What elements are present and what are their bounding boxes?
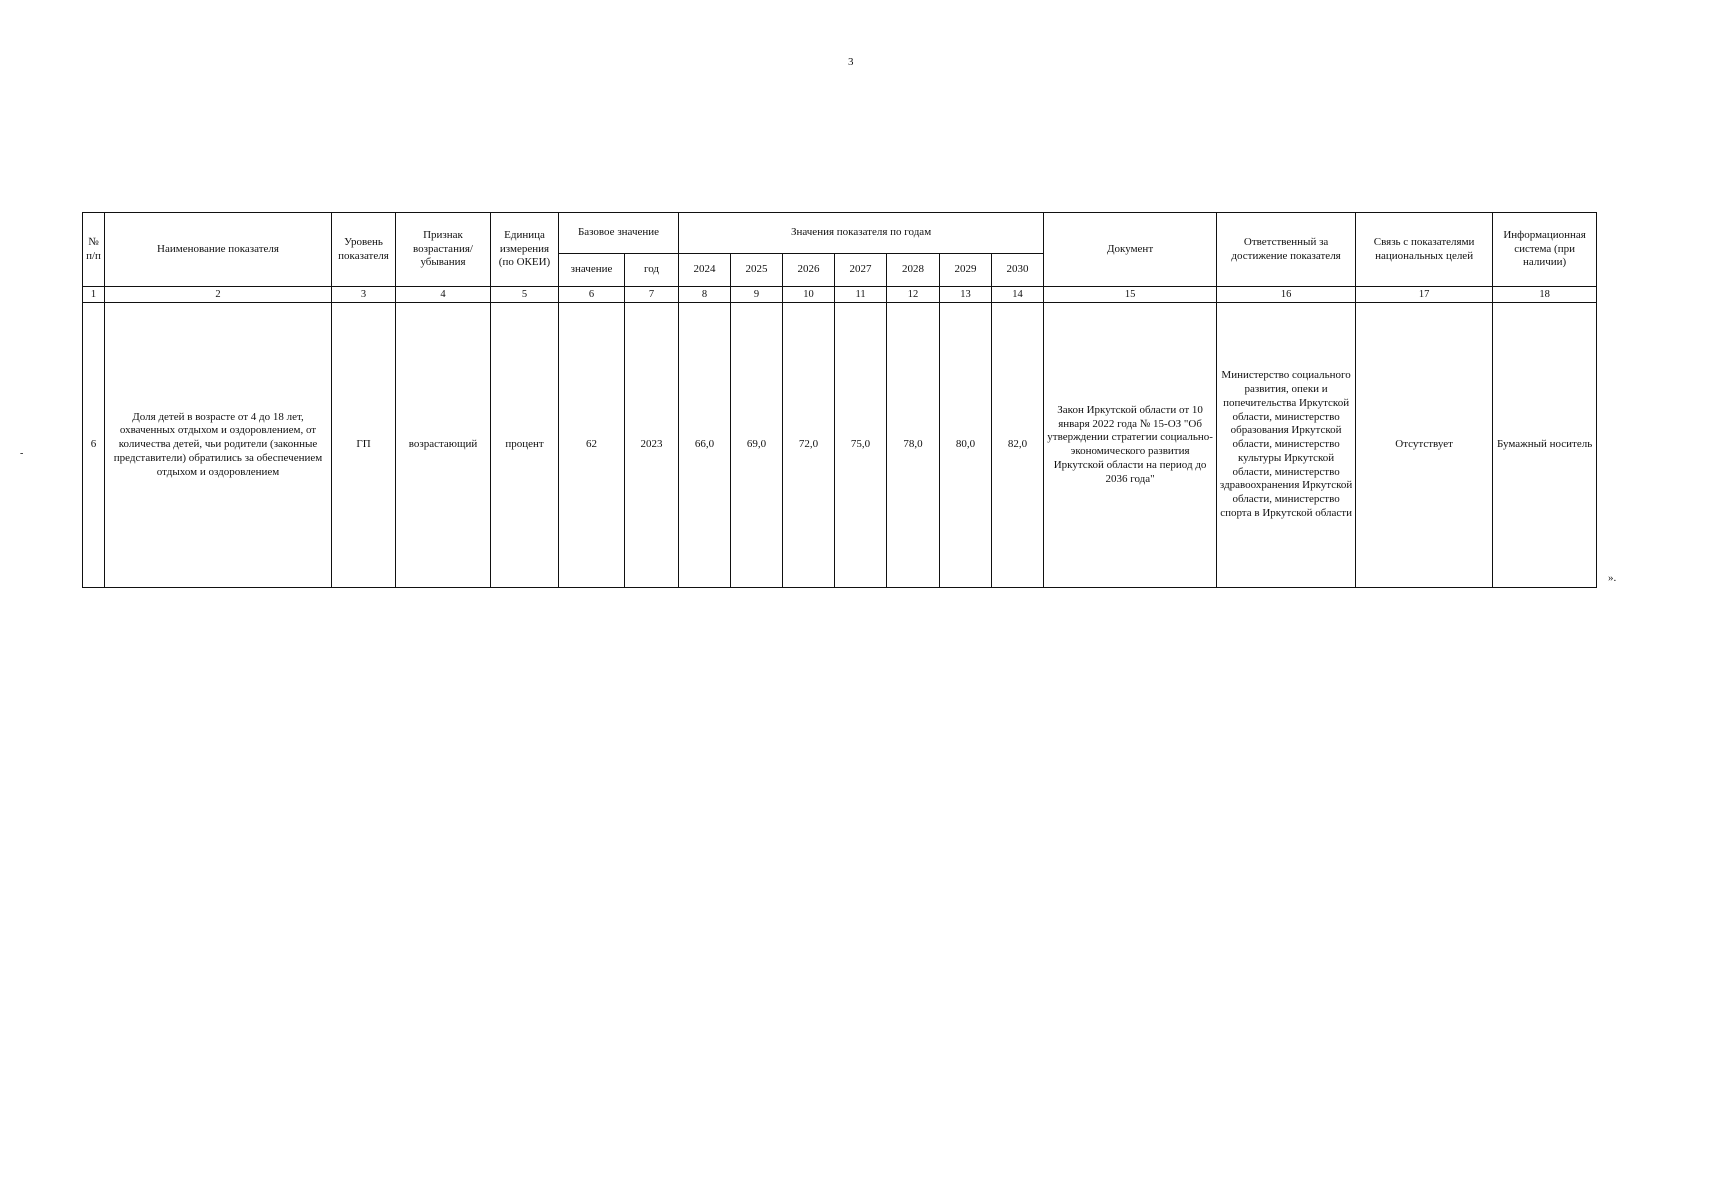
header-responsible: Ответственный за достижение показателя [1217,213,1356,287]
closing-quote: ». [1608,572,1617,584]
value-2028: 78,0 [887,303,940,588]
header-year-2027: 2027 [835,254,887,287]
column-number: 2 [105,287,332,303]
column-number: 10 [783,287,835,303]
value-2024: 66,0 [679,303,731,588]
column-number: 9 [731,287,783,303]
column-number: 7 [625,287,679,303]
header-year-2028: 2028 [887,254,940,287]
header-name: Наименование показателя [105,213,332,287]
header-national-goals-link: Связь с показателями национальных целей [1356,213,1493,287]
column-number: 15 [1044,287,1217,303]
value-2030: 82,0 [992,303,1044,588]
column-numbers-row [83,287,1597,303]
header-year-2024: 2024 [679,254,731,287]
column-number: 18 [1493,287,1597,303]
page-number: 3 [848,56,854,68]
header-year-2025: 2025 [731,254,783,287]
value-2027: 75,0 [835,303,887,588]
column-number: 17 [1356,287,1493,303]
header-years-group: Значения показателя по годам [679,213,1044,254]
column-number: 5 [491,287,559,303]
header-num: № п/п [83,213,105,287]
header-year-2030: 2030 [992,254,1044,287]
header-year-2026: 2026 [783,254,835,287]
responsible-cell: Министерство социального развития, опеки и попечительства Иркутской области, министерство образования Иркутской области, министерство культуры Иркутской области, министерство здравоохранения Иркутской области, министерство спорта в Иркутской области [1217,303,1356,588]
indicators-table [82,212,1597,588]
column-number: 4 [396,287,491,303]
column-number: 16 [1217,287,1356,303]
document-cell: Закон Иркутской области от 10 января 2022 года № 15-ОЗ "Об утверждении стратегии социально-экономического развития Иркутской области на период до 2036 года" [1044,303,1217,588]
table-row [83,303,1597,588]
column-number: 6 [559,287,625,303]
margin-mark: - [20,448,24,459]
indicator-unit: процент [491,303,559,588]
column-number: 3 [332,287,396,303]
header-unit: Единица измерения (по ОКЕИ) [491,213,559,287]
info-system-cell: Бумажный носитель [1493,303,1597,588]
column-number: 14 [992,287,1044,303]
column-number: 1 [83,287,105,303]
header-base-year: год [625,254,679,287]
base-year: 2023 [625,303,679,588]
national-goals-link-cell: Отсутствует [1356,303,1493,588]
header-level: Уровень показателя [332,213,396,287]
header-base-value: значение [559,254,625,287]
indicator-name: Доля детей в возрасте от 4 до 18 лет, охваченных отдыхом и оздоровлением, от количества детей, чьи родители (законные представители) обратились за обеспечением отдыхом и оздоровлением [105,303,332,588]
header-info-system: Информационная система (при наличии) [1493,213,1597,287]
column-number: 11 [835,287,887,303]
indicator-trend: возрастающий [396,303,491,588]
header-document: Документ [1044,213,1217,287]
row-num: 6 [83,303,105,588]
column-number: 12 [887,287,940,303]
base-value: 62 [559,303,625,588]
indicator-level: ГП [332,303,396,588]
column-number: 13 [940,287,992,303]
header-base-group: Базовое значение [559,213,679,254]
header-trend: Признак возрастания/убывания [396,213,491,287]
value-2029: 80,0 [940,303,992,588]
value-2025: 69,0 [731,303,783,588]
column-number: 8 [679,287,731,303]
header-year-2029: 2029 [940,254,992,287]
value-2026: 72,0 [783,303,835,588]
